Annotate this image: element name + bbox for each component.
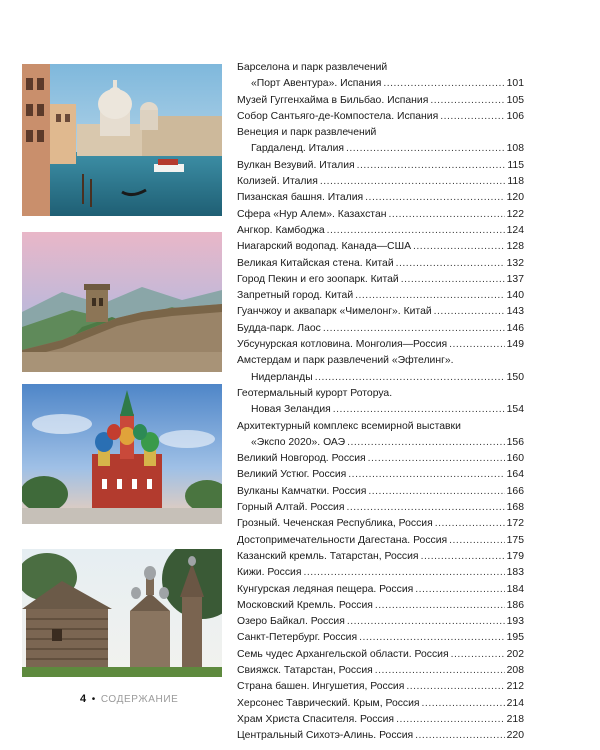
toc-entry-title: Вулкан Везувий. Италия [237, 159, 355, 171]
toc-entry [237, 158, 524, 174]
dot-leader [440, 109, 504, 125]
toc-entry-title: Убсунурская котловина. Монголия—Россия [237, 339, 448, 351]
toc-entry-title: Пизанская башня. Италия [237, 192, 364, 204]
toc-entry-title: «Порт Авентура». Испания [251, 78, 382, 90]
dot-leader [327, 223, 505, 239]
toc-entry [237, 614, 524, 630]
dot-leader [323, 321, 505, 337]
dot-leader [434, 304, 505, 320]
toc-page-number: 172 [506, 518, 524, 530]
toc-page-number: 179 [506, 550, 524, 562]
toc-entry-title: «Экспо 2020». ОАЭ [251, 436, 346, 448]
toc-entry [237, 93, 524, 109]
toc-entry-title: Храм Христа Спасителя. Россия [237, 713, 395, 725]
toc-page-number: 118 [507, 176, 524, 188]
page-number: 4 [80, 693, 87, 705]
dot-leader [368, 451, 505, 467]
toc-entry-title: Сфера «Нур Алем». Казахстан [237, 208, 387, 220]
dot-leader [388, 207, 504, 223]
venice-photo [22, 64, 222, 216]
toc-page-number: 195 [506, 632, 524, 644]
toc-page-number: 160 [506, 453, 524, 465]
toc-page-number: 156 [506, 436, 524, 448]
toc-entry-title: Казанский кремль. Татарстан, Россия [237, 550, 419, 562]
toc-page-number: 115 [507, 159, 524, 171]
dot-leader [320, 174, 506, 190]
toc-entry [237, 207, 524, 223]
toc-entry [237, 272, 524, 288]
toc-entry-title: Барселона и парк развлечений [237, 62, 388, 73]
toc-entry [237, 223, 524, 239]
toc-page-number: 212 [506, 681, 524, 693]
toc-entry [237, 386, 524, 419]
toc-entry-title: Нидерланды [251, 371, 313, 383]
toc-entry [237, 419, 524, 452]
toc-entry-title: Архитектурный комплекс всемирной выставки [237, 420, 461, 432]
dot-leader [396, 256, 505, 272]
toc-page-number: 150 [506, 371, 524, 383]
dot-leader [375, 598, 505, 614]
toc-entry [237, 304, 524, 320]
toc-entry [237, 125, 524, 158]
toc-entry [237, 663, 524, 679]
dot-leader [383, 76, 504, 92]
footer-separator: • [91, 694, 96, 705]
toc-entry [237, 239, 524, 255]
toc-page-number: 101 [506, 78, 524, 90]
section-title: СОДЕРЖАНИЕ [100, 694, 179, 705]
dot-leader [401, 272, 505, 288]
toc-page-number: 122 [506, 208, 524, 220]
dot-leader [303, 565, 504, 581]
toc-entry [237, 549, 524, 565]
toc-entry-title: Вулканы Камчатки. Россия [237, 485, 367, 497]
toc-page-number: 140 [506, 290, 524, 302]
toc-entry-title: Херсонес Таврический. Крым, Россия [237, 697, 420, 709]
toc-page-number: 132 [506, 257, 524, 269]
toc-entry [237, 500, 524, 516]
dot-leader [451, 647, 505, 663]
dot-leader [346, 141, 505, 157]
toc-page-number: 175 [506, 534, 524, 546]
toc-entry-title: Запретный город. Китай [237, 290, 354, 302]
toc-entry [237, 60, 524, 93]
toc-entry-title: Ниагарский водопад. Канада—США [237, 241, 412, 253]
toc-page-number: 137 [506, 273, 524, 285]
dot-leader [365, 190, 504, 206]
dot-leader [435, 516, 505, 532]
toc-entry-title: Новая Зеландия [251, 404, 331, 416]
page-footer [80, 693, 178, 705]
dot-leader [347, 435, 505, 451]
toc-entry [237, 467, 524, 483]
toc-entry-title: Собор Сантьяго-де-Компостела. Испания [237, 110, 439, 122]
dot-leader [415, 728, 505, 744]
dot-leader [406, 679, 504, 695]
toc-entry [237, 696, 524, 712]
dot-leader [396, 712, 505, 728]
toc-entry-title: Будда-парк. Лаос [237, 322, 321, 334]
toc-entry-title: Грозный. Чеченская Республика, Россия [237, 518, 433, 530]
toc-entry-title: Великий Новгород. Россия [237, 453, 366, 465]
toc-entry [237, 321, 524, 337]
toc-entry-title: Горный Алтай. Россия [237, 502, 345, 514]
toc-entry-title: Страна башен. Ингушетия, Россия [237, 681, 405, 693]
toc-entry-title: Семь чудес Архангельской области. Россия [237, 648, 449, 660]
toc-entry-title: Город Пекин и его зоопарк. Китай [237, 273, 399, 285]
toc-entry [237, 728, 524, 744]
toc-entry-title: Кунгурская ледяная пещера. Россия [237, 583, 414, 595]
toc-page-number: 149 [506, 339, 524, 351]
toc-entry-title: Гардаленд. Италия [251, 143, 345, 155]
toc-page-number: 214 [506, 697, 524, 709]
toc-entry [237, 109, 524, 125]
toc-page-number: 218 [506, 713, 524, 725]
dot-leader [413, 239, 505, 255]
toc-page-number: 193 [506, 616, 524, 628]
toc-page-number: 120 [506, 192, 524, 204]
toc-entry [237, 288, 524, 304]
toc-page-number: 208 [506, 664, 524, 676]
toc-page-number: 124 [506, 224, 524, 236]
toc-page-number: 202 [506, 648, 524, 660]
toc-page-number: 128 [506, 241, 524, 253]
toc-entry [237, 190, 524, 206]
dot-leader [375, 663, 505, 679]
toc-page-number: 186 [506, 599, 524, 611]
toc-entry [237, 451, 524, 467]
toc-entry-title: Гуанчжоу и аквапарк «Чимелонг». Китай [237, 306, 432, 318]
toc-entry-title: Центральный Сихотэ-Алинь. Россия [237, 730, 414, 742]
toc-entry-title: Геотермальный курорт Роторуа. [237, 387, 393, 399]
toc-page-number: 164 [506, 469, 524, 481]
dot-leader [359, 630, 505, 646]
toc-entry-title: Московский Кремль. Россия [237, 599, 373, 611]
toc-page-number: 146 [506, 322, 524, 334]
toc-entry [237, 712, 524, 728]
great-wall-photo [22, 232, 222, 372]
toc-entry [237, 565, 524, 581]
toc-entry-title: Санкт-Петербург. Россия [237, 632, 358, 644]
dot-leader [347, 614, 505, 630]
toc-page-number: 168 [506, 502, 524, 514]
dot-leader [449, 533, 505, 549]
kizhi-photo [22, 549, 222, 677]
toc-entry-title: Венеция и парк развлечений [237, 127, 377, 139]
toc-page-number: 154 [506, 404, 524, 416]
dot-leader [315, 370, 505, 386]
toc-entry-title: Музей Гуггенхайма в Бильбао. Испания [237, 94, 429, 106]
toc-entry [237, 533, 524, 549]
toc-entry [237, 353, 524, 386]
toc-entry-title: Достопримечательности Дагестана. Россия [237, 534, 448, 546]
toc-entry-title: Свияжск. Татарстан, Россия [237, 664, 373, 676]
toc-entry [237, 484, 524, 500]
dot-leader [368, 484, 504, 500]
toc-entry [237, 516, 524, 532]
toc-entry [237, 647, 524, 663]
toc-entry [237, 582, 524, 598]
dot-leader [422, 696, 505, 712]
toc-entry [237, 598, 524, 614]
toc-page-number: 166 [506, 485, 524, 497]
dot-leader [333, 402, 505, 418]
dot-leader [415, 582, 504, 598]
dot-leader [348, 467, 504, 483]
toc-entry [237, 337, 524, 353]
toc-page-number: 143 [506, 306, 524, 318]
dot-leader [355, 288, 505, 304]
toc-page-number: 220 [506, 730, 524, 742]
toc-entry-title: Озеро Байкал. Россия [237, 616, 345, 628]
toc-page-number: 105 [506, 94, 524, 106]
toc-entry-title: Кижи. Россия [237, 567, 302, 579]
toc-entry-title: Ангкор. Камбоджа [237, 224, 325, 236]
dot-leader [421, 549, 505, 565]
toc-entry [237, 256, 524, 272]
toc-entry [237, 174, 524, 190]
toc-page-number: 183 [506, 567, 524, 579]
dot-leader [357, 158, 506, 174]
toc-entry-title: Колизей. Италия [237, 176, 318, 188]
dot-leader [346, 500, 504, 516]
toc-entry [237, 679, 524, 695]
table-of-contents [237, 60, 524, 744]
toc-page-number: 184 [506, 583, 524, 595]
st-basils-cathedral-photo [22, 384, 222, 524]
toc-page-number: 108 [506, 143, 524, 155]
toc-entry-title: Великий Устюг. Россия [237, 469, 347, 481]
toc-page-number: 106 [506, 110, 524, 122]
toc-entry-title: Великая Китайская стена. Китай [237, 257, 394, 269]
dot-leader [430, 93, 504, 109]
toc-entry-title: Амстердам и парк развлечений «Эфтелинг». [237, 355, 454, 367]
dot-leader [449, 337, 505, 353]
toc-entry [237, 630, 524, 646]
